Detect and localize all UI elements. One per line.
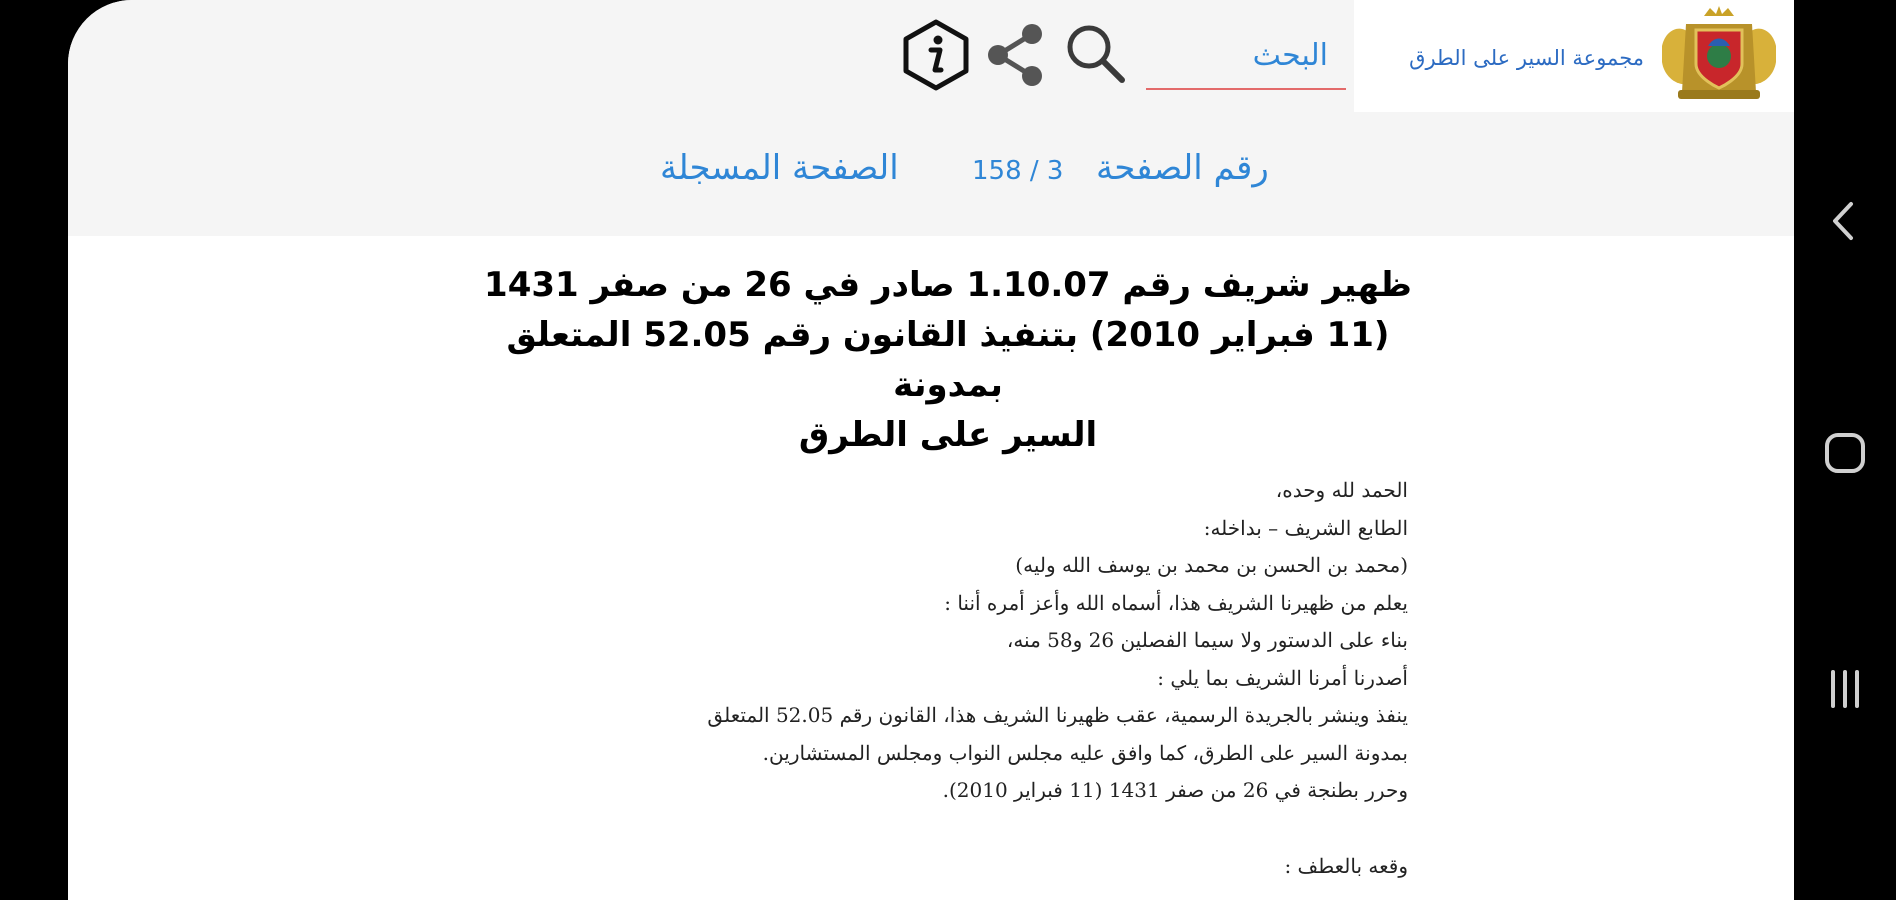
page-counter: 158 / 3 [972, 156, 1064, 186]
info-icon[interactable] [900, 18, 972, 92]
title-line: (11 فبراير 2010) بتنفيذ القانون رقم 52.05 المتعلق بمدونة [506, 315, 1390, 405]
body-line: بناء على الدستور ولا سيما الفصلين 26 و58 منه، [1006, 628, 1408, 652]
title-line: السير على الطرق [798, 415, 1098, 455]
app-title: مجموعة السير على الطرق [1409, 46, 1644, 70]
search-field[interactable] [1146, 22, 1346, 90]
recents-icon[interactable] [1820, 664, 1870, 714]
body-line: أصدرنا أمرنا الشريف بما يلي : [1157, 665, 1408, 690]
body-line: وقعه بالعطف : [1284, 853, 1408, 878]
body-line: (محمد بن الحسن بن محمد بن يوسف الله وليه) [1015, 553, 1408, 577]
document-title [448, 260, 1448, 460]
page-navigation [68, 140, 1794, 200]
app-branding [1354, 0, 1794, 112]
coat-of-arms-icon [1656, 6, 1782, 102]
body-line: بمدونة السير على الطرق، كما وافق عليه مجلس النواب ومجلس المستشارين. [762, 740, 1408, 765]
app-screen [68, 0, 1794, 900]
home-icon[interactable] [1820, 428, 1870, 478]
body-line: الطابع الشريف – بداخله: [1203, 515, 1408, 540]
body-line: ينفذ وينشر بالجريدة الرسمية، عقب ظهيرنا الشريف هذا، القانون رقم 52.05 المتعلق [707, 703, 1408, 727]
share-icon[interactable] [980, 20, 1050, 90]
body-line: الحمد لله وحده، [1275, 478, 1408, 502]
chevron-left-icon[interactable] [1820, 196, 1870, 246]
saved-page-link[interactable]: الصفحة المسجلة [660, 148, 899, 188]
body-line: وحرر بطنجة في 26 من صفر 1431 (11 فبراير 2010). [942, 778, 1408, 802]
document-view[interactable] [68, 236, 1794, 900]
body-line: يعلم من ظهيرنا الشريف هذا، أسماه الله وأعز أمره أننا : [944, 590, 1408, 615]
system-navigation-bar [1794, 0, 1896, 900]
document-body [448, 472, 1408, 885]
app-header [68, 0, 1794, 236]
search-input[interactable] [1146, 22, 1346, 88]
search-icon[interactable] [1062, 20, 1128, 86]
paragraph-gap [448, 810, 1408, 848]
page-number-label[interactable]: رقم الصفحة [1096, 148, 1269, 188]
title-line: ظهير شريف رقم 1.10.07 صادر في 26 من صفر 1431 [484, 265, 1412, 305]
